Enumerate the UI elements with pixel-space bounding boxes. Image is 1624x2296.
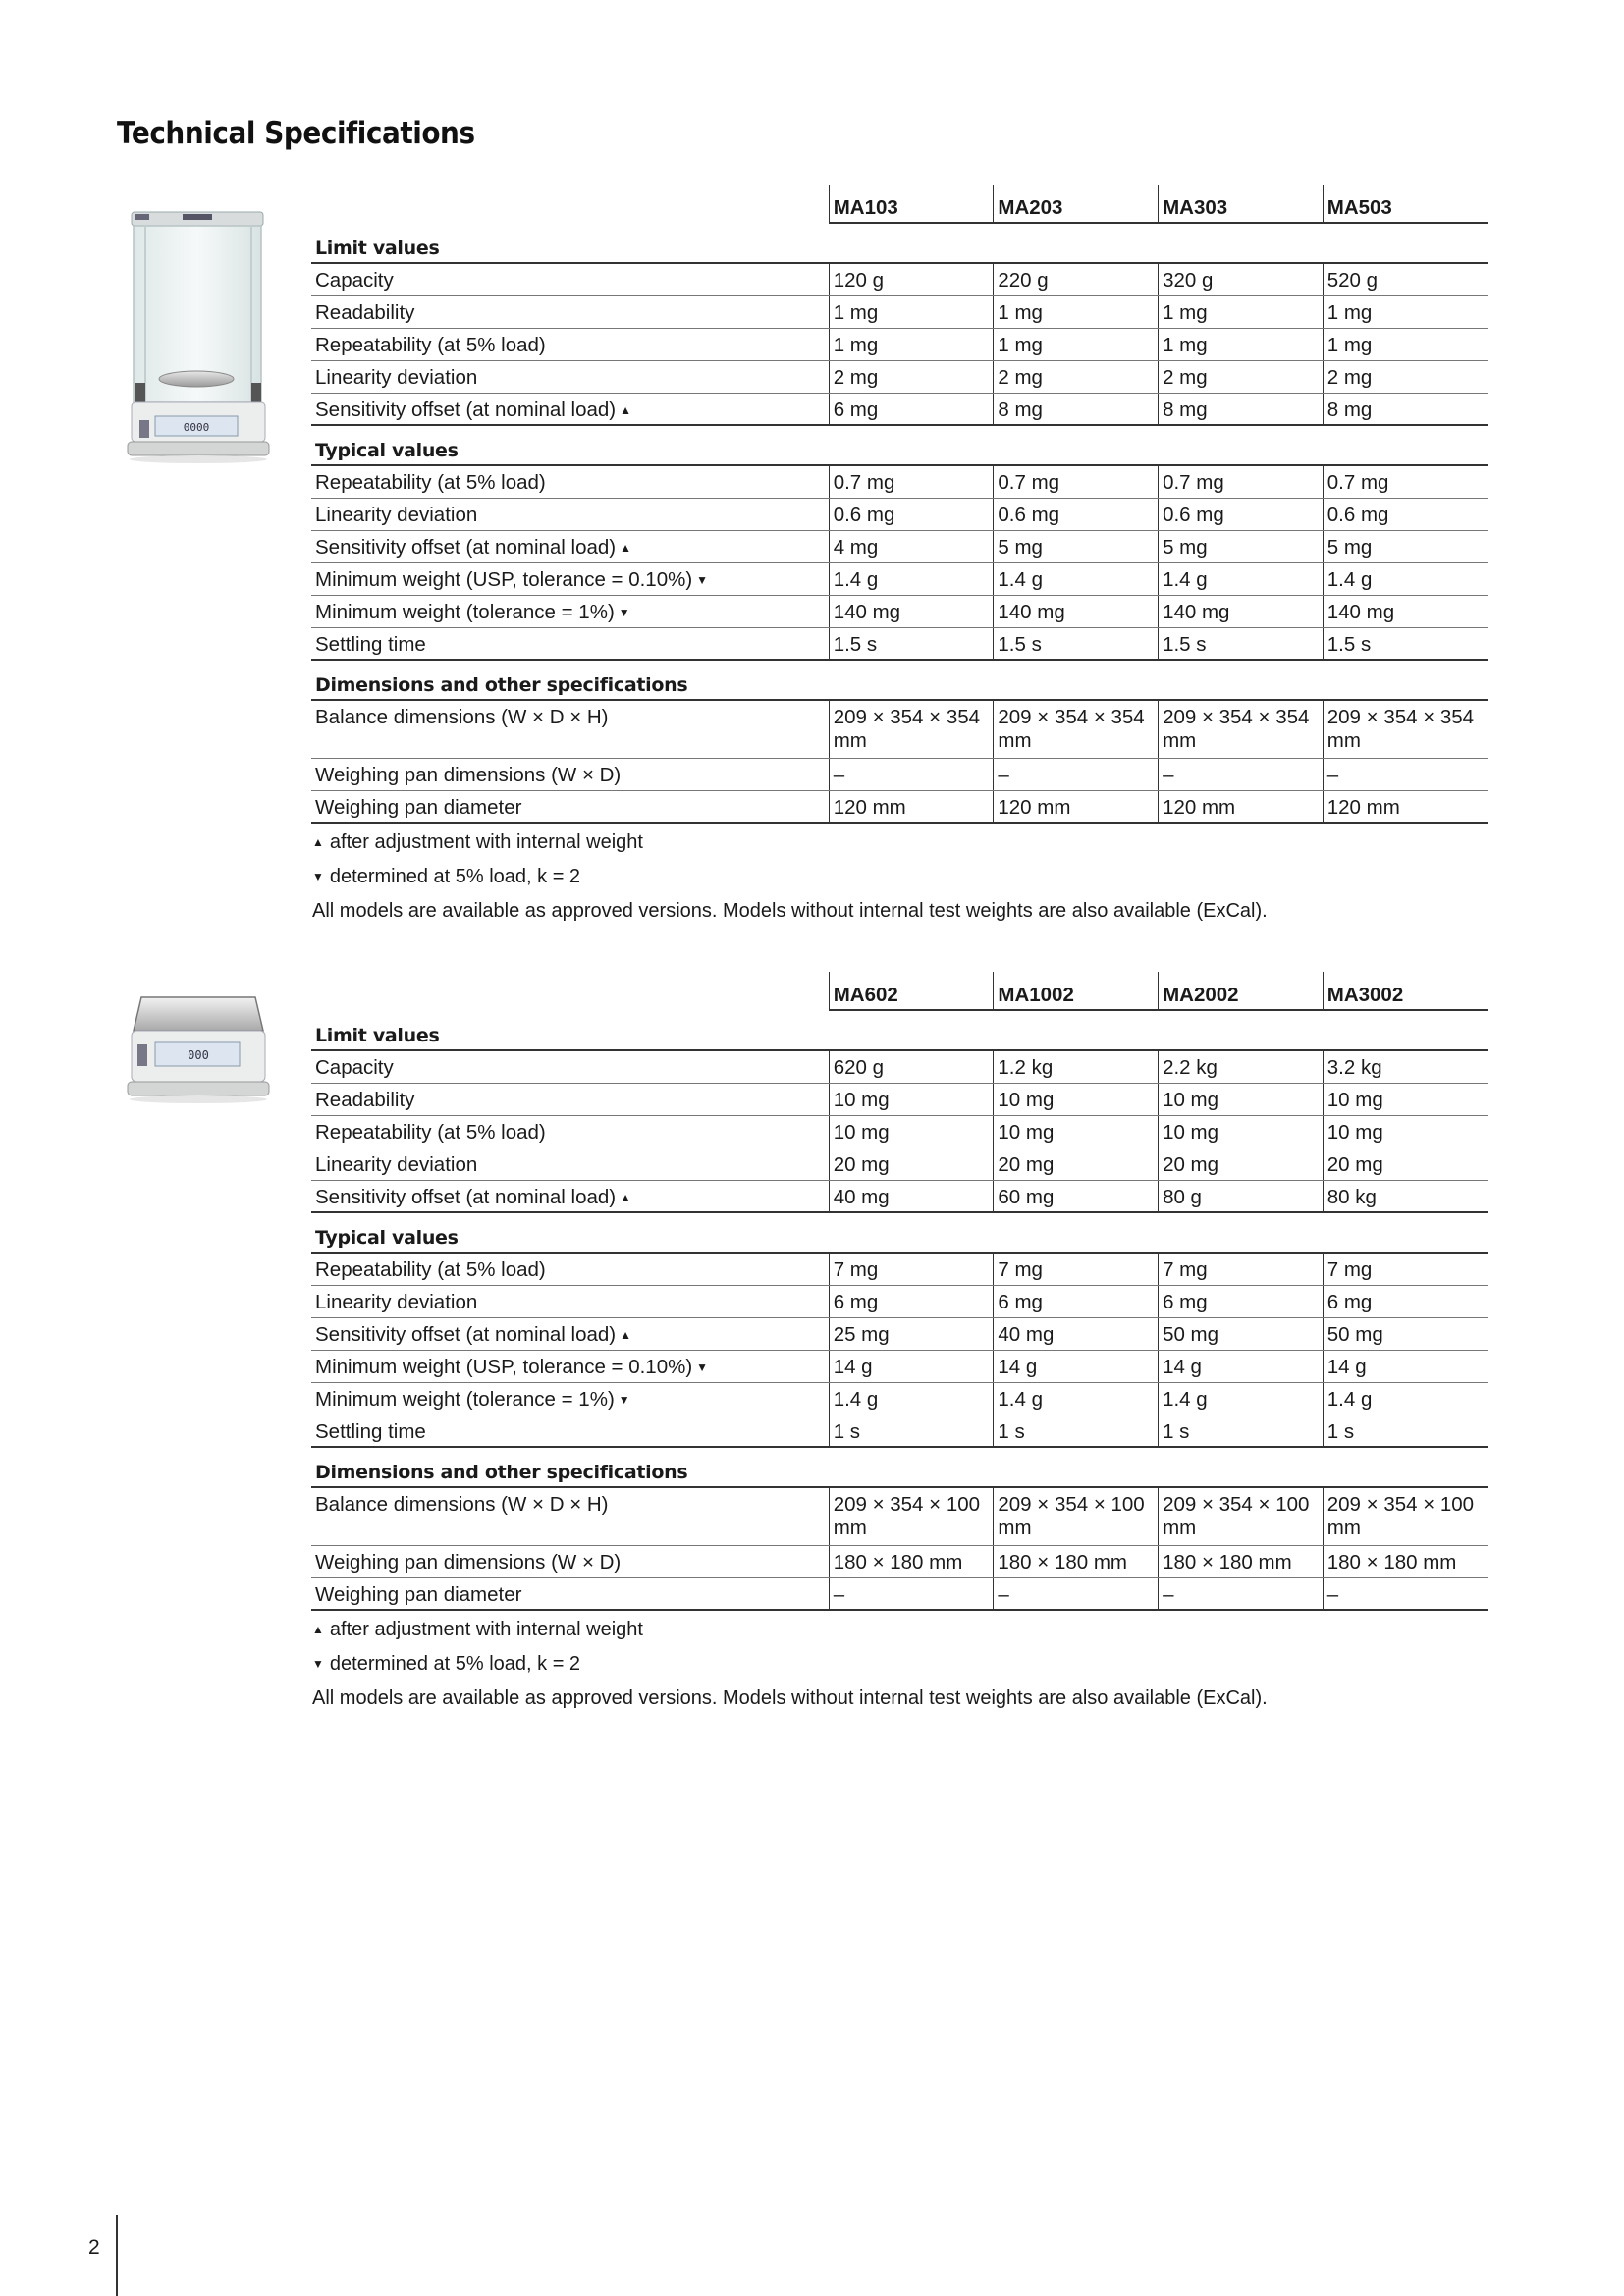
- spec-value: 180 × 180 mm: [1323, 1545, 1488, 1577]
- spec-value: 1 mg: [829, 328, 994, 360]
- spec-value: 209 × 354 × 100 mm: [1323, 1487, 1488, 1545]
- spec-value: –: [1159, 758, 1324, 790]
- spec-label-cell: [311, 465, 829, 498]
- model-name: MA103: [829, 185, 994, 223]
- spec-value: 120 mm: [1323, 790, 1488, 823]
- spec-label: Balance dimensions (W × D × H): [315, 1493, 609, 1516]
- section-blank-cell: [994, 223, 1159, 263]
- spec-value: 1 mg: [1159, 328, 1324, 360]
- spec-value: 25 mg: [829, 1317, 994, 1350]
- spec-label: Minimum weight (tolerance = 1%): [315, 1387, 615, 1411]
- footnote-text: determined at 5% load, k = 2: [329, 1653, 581, 1675]
- spec-value: 1 mg: [994, 295, 1159, 328]
- spec-value: 1.4 g: [1159, 562, 1324, 595]
- spec-value: 40 mg: [994, 1317, 1159, 1350]
- spec-label: Sensitivity offset (at nominal load): [315, 1322, 617, 1346]
- spec-label: Sensitivity offset (at nominal load): [315, 535, 617, 559]
- header-blank-cell: [311, 972, 829, 1010]
- spec-value: 0.7 mg: [829, 465, 994, 498]
- spec-label-cell: [311, 1115, 829, 1148]
- spec-row: [311, 263, 1488, 295]
- model-name: MA1002: [994, 972, 1159, 1010]
- model-name: MA203: [994, 185, 1159, 223]
- spec-row: [311, 562, 1488, 595]
- spec-label-cell: [311, 393, 829, 425]
- triangle-up-icon: ▲: [620, 540, 632, 555]
- spec-value: 209 × 354 × 100 mm: [994, 1487, 1159, 1545]
- spec-label: Settling time: [315, 1419, 426, 1443]
- spec-value: 14 g: [1323, 1350, 1488, 1382]
- spec-value: 620 g: [829, 1050, 994, 1083]
- triangle-up-icon: ▲: [620, 402, 632, 417]
- spec-row: [311, 1148, 1488, 1180]
- spec-row: [311, 595, 1488, 627]
- page-title: Technical Specifications: [117, 116, 475, 151]
- spec-value: 40 mg: [829, 1180, 994, 1212]
- spec-value: 50 mg: [1323, 1317, 1488, 1350]
- model-name: MA3002: [1323, 972, 1488, 1010]
- spec-row: [311, 1285, 1488, 1317]
- spec-value: 209 × 354 × 354 mm: [829, 700, 994, 758]
- spec-value: 8 mg: [1159, 393, 1324, 425]
- balance-display-readout: 0000: [183, 421, 210, 434]
- section-header-row: [311, 425, 1488, 465]
- footnote-up: [312, 1613, 1488, 1647]
- section-blank-cell: [1159, 425, 1324, 465]
- spec-label: Minimum weight (USP, tolerance = 0.10%): [315, 567, 693, 591]
- section-blank-cell: [1159, 1212, 1324, 1253]
- section-blank-cell: [1159, 1010, 1324, 1050]
- spec-value: 120 g: [829, 263, 994, 295]
- footnotes: [311, 1611, 1488, 1716]
- section-blank-cell: [994, 425, 1159, 465]
- spec-label-cell: [311, 1415, 829, 1447]
- spec-value: 14 g: [829, 1350, 994, 1382]
- spec-label: Linearity deviation: [315, 1290, 478, 1313]
- spec-value: 1 mg: [1323, 328, 1488, 360]
- analytical-balance-image: [126, 206, 271, 481]
- triangle-up-icon: ▲: [312, 835, 324, 849]
- spec-value: 1 s: [994, 1415, 1159, 1447]
- triangle-down-icon: ▼: [618, 1392, 630, 1407]
- spec-row: [311, 465, 1488, 498]
- spec-row: [311, 700, 1488, 758]
- triangle-down-icon: ▼: [618, 605, 630, 619]
- spec-label: Repeatability (at 5% load): [315, 471, 546, 494]
- section-blank-cell: [1323, 425, 1488, 465]
- spec-label: Readability: [315, 300, 415, 324]
- footnote-text: determined at 5% load, k = 2: [329, 866, 581, 887]
- spec-row: [311, 1083, 1488, 1115]
- spec-row: [311, 627, 1488, 660]
- spec-label-cell: [311, 1148, 829, 1180]
- spec-row: [311, 1487, 1488, 1545]
- spec-value: 7 mg: [829, 1253, 994, 1285]
- spec-value: 1 s: [829, 1415, 994, 1447]
- spec-value: 209 × 354 × 100 mm: [829, 1487, 994, 1545]
- spec-row: [311, 1050, 1488, 1083]
- page-rule: [116, 2215, 118, 2296]
- section-blank-cell: [994, 1212, 1159, 1253]
- spec-label-cell: [311, 530, 829, 562]
- header-blank-cell: [311, 185, 829, 223]
- spec-label: Repeatability (at 5% load): [315, 333, 546, 356]
- spec-value: 14 g: [994, 1350, 1159, 1382]
- spec-label: Weighing pan diameter: [315, 1582, 522, 1606]
- section-title: Limit values: [311, 1010, 829, 1050]
- spec-label-cell: [311, 1382, 829, 1415]
- spec-row: [311, 1253, 1488, 1285]
- footnote-down: [312, 1647, 1488, 1682]
- section-blank-cell: [1159, 1447, 1324, 1487]
- spec-label-cell: [311, 1050, 829, 1083]
- spec-value: 2 mg: [829, 360, 994, 393]
- spec-label: Weighing pan diameter: [315, 795, 522, 819]
- spec-value: 180 × 180 mm: [1159, 1545, 1324, 1577]
- model-name: MA2002: [1159, 972, 1324, 1010]
- spec-label: Settling time: [315, 632, 426, 656]
- spec-value: –: [829, 758, 994, 790]
- spec-value: 8 mg: [994, 393, 1159, 425]
- footnotes: [311, 824, 1488, 929]
- spec-value: 0.6 mg: [1159, 498, 1324, 530]
- spec-label: Weighing pan dimensions (W × D): [315, 763, 622, 786]
- spec-label-cell: [311, 758, 829, 790]
- model-name: MA602: [829, 972, 994, 1010]
- spec-value: 209 × 354 × 354 mm: [1323, 700, 1488, 758]
- spec-value: 20 mg: [1323, 1148, 1488, 1180]
- section-header-row: [311, 1010, 1488, 1050]
- spec-value: 2 mg: [1159, 360, 1324, 393]
- spec-label-cell: [311, 700, 829, 758]
- spec-row: [311, 498, 1488, 530]
- spec-value: 140 mg: [994, 595, 1159, 627]
- spec-value: 2.2 kg: [1159, 1050, 1324, 1083]
- spec-label: Readability: [315, 1088, 415, 1111]
- spec-value: 4 mg: [829, 530, 994, 562]
- spec-value: 3.2 kg: [1323, 1050, 1488, 1083]
- section-blank-cell: [1323, 223, 1488, 263]
- spec-value: 209 × 354 × 354 mm: [1159, 700, 1324, 758]
- spec-value: 1 mg: [994, 328, 1159, 360]
- section-blank-cell: [1159, 223, 1324, 263]
- spec-value: 20 mg: [1159, 1148, 1324, 1180]
- triangle-down-icon: ▼: [696, 1360, 709, 1374]
- spec-label: Linearity deviation: [315, 1152, 478, 1176]
- spec-value: 180 × 180 mm: [829, 1545, 994, 1577]
- spec-value: 1.5 s: [994, 627, 1159, 660]
- spec-label-cell: [311, 1285, 829, 1317]
- triangle-down-icon: ▼: [312, 1657, 324, 1671]
- precision-balance-image: [126, 988, 271, 1117]
- spec-value: 1 mg: [1159, 295, 1324, 328]
- page-number: 2: [88, 2236, 100, 2259]
- spec-value: 8 mg: [1323, 393, 1488, 425]
- model-name: MA303: [1159, 185, 1324, 223]
- spec-value: 1.5 s: [1323, 627, 1488, 660]
- spec-value: 7 mg: [994, 1253, 1159, 1285]
- spec-value: 520 g: [1323, 263, 1488, 295]
- spec-value: 320 g: [1159, 263, 1324, 295]
- spec-value: 10 mg: [829, 1083, 994, 1115]
- spec-label: Sensitivity offset (at nominal load): [315, 1185, 617, 1208]
- spec-value: 20 mg: [829, 1148, 994, 1180]
- spec-row: [311, 295, 1488, 328]
- section-blank-cell: [829, 223, 994, 263]
- section-title: Dimensions and other specifications: [311, 1447, 829, 1487]
- spec-label-cell: [311, 328, 829, 360]
- spec-value: 1.4 g: [994, 1382, 1159, 1415]
- spec-label-cell: [311, 498, 829, 530]
- spec-value: 10 mg: [1159, 1115, 1324, 1148]
- section-title: Dimensions and other specifications: [311, 660, 829, 700]
- triangle-down-icon: ▼: [312, 870, 324, 883]
- spec-value: 140 mg: [1323, 595, 1488, 627]
- spec-value: 5 mg: [994, 530, 1159, 562]
- spec-value: 1.5 s: [1159, 627, 1324, 660]
- section-blank-cell: [829, 1010, 994, 1050]
- spec-label: Minimum weight (USP, tolerance = 0.10%): [315, 1355, 693, 1378]
- spec-row: [311, 1545, 1488, 1577]
- spec-label-cell: [311, 1253, 829, 1285]
- spec-value: 5 mg: [1159, 530, 1324, 562]
- spec-value: 7 mg: [1159, 1253, 1324, 1285]
- spec-value: 1 mg: [829, 295, 994, 328]
- balance-display-readout: 000: [188, 1048, 209, 1062]
- spec-label-cell: [311, 1317, 829, 1350]
- spec-value: 1.4 g: [1323, 562, 1488, 595]
- spec-value: 120 mm: [994, 790, 1159, 823]
- spec-value: –: [1323, 1577, 1488, 1610]
- spec-value: 2 mg: [1323, 360, 1488, 393]
- spec-value: 50 mg: [1159, 1317, 1324, 1350]
- spec-label-cell: [311, 263, 829, 295]
- triangle-up-icon: ▲: [620, 1327, 632, 1342]
- spec-value: 6 mg: [1159, 1285, 1324, 1317]
- spec-label-cell: [311, 1083, 829, 1115]
- section-blank-cell: [994, 1447, 1159, 1487]
- section-blank-cell: [994, 660, 1159, 700]
- spec-value: 10 mg: [1323, 1083, 1488, 1115]
- spec-label-cell: [311, 595, 829, 627]
- spec-row: [311, 393, 1488, 425]
- spec-value: –: [1159, 1577, 1324, 1610]
- spec-row: [311, 1180, 1488, 1212]
- spec-label-cell: [311, 1545, 829, 1577]
- section-header-row: [311, 660, 1488, 700]
- spec-row: [311, 1382, 1488, 1415]
- spec-label-cell: [311, 360, 829, 393]
- spec-label-cell: [311, 562, 829, 595]
- spec-value: 6 mg: [994, 1285, 1159, 1317]
- spec-value: 1.4 g: [1159, 1382, 1324, 1415]
- section-blank-cell: [1323, 1447, 1488, 1487]
- spec-value: –: [994, 758, 1159, 790]
- availability-note: All models are available as approved versions. Models without internal test weights are also available (ExCal).: [312, 1687, 1268, 1709]
- triangle-down-icon: ▼: [696, 572, 709, 587]
- spec-value: 10 mg: [1159, 1083, 1324, 1115]
- section-blank-cell: [829, 1212, 994, 1253]
- section-header-row: [311, 1447, 1488, 1487]
- spec-label-cell: [311, 790, 829, 823]
- spec-value: 60 mg: [994, 1180, 1159, 1212]
- spec-label: Balance dimensions (W × D × H): [315, 706, 609, 728]
- section-blank-cell: [829, 660, 994, 700]
- footnote-text: after adjustment with internal weight: [329, 1619, 643, 1640]
- spec-row: [311, 758, 1488, 790]
- spec-table: [311, 972, 1488, 1611]
- spec-label: Linearity deviation: [315, 365, 478, 389]
- spec-row: [311, 530, 1488, 562]
- section-header-row: [311, 223, 1488, 263]
- section-title: Typical values: [311, 1212, 829, 1253]
- spec-value: 10 mg: [994, 1115, 1159, 1148]
- spec-value: 1.4 g: [829, 1382, 994, 1415]
- spec-value: 0.6 mg: [829, 498, 994, 530]
- triangle-up-icon: ▲: [620, 1190, 632, 1204]
- spec-table-block-2: [311, 972, 1488, 1716]
- spec-value: –: [1323, 758, 1488, 790]
- footnote-text: after adjustment with internal weight: [329, 831, 643, 853]
- spec-value: 0.7 mg: [1323, 465, 1488, 498]
- section-title: Limit values: [311, 223, 829, 263]
- spec-row: [311, 1115, 1488, 1148]
- spec-value: 0.6 mg: [994, 498, 1159, 530]
- section-blank-cell: [994, 1010, 1159, 1050]
- spec-row: [311, 328, 1488, 360]
- spec-label: Minimum weight (tolerance = 1%): [315, 600, 615, 623]
- spec-value: 140 mg: [1159, 595, 1324, 627]
- spec-value: 7 mg: [1323, 1253, 1488, 1285]
- spec-value: 6 mg: [829, 393, 994, 425]
- spec-value: 1 s: [1159, 1415, 1324, 1447]
- spec-value: 1.4 g: [829, 562, 994, 595]
- spec-value: 5 mg: [1323, 530, 1488, 562]
- spec-label-cell: [311, 1487, 829, 1545]
- spec-label: Repeatability (at 5% load): [315, 1258, 546, 1281]
- spec-value: 0.6 mg: [1323, 498, 1488, 530]
- footnote-up: [312, 826, 1488, 860]
- spec-value: 209 × 354 × 354 mm: [994, 700, 1159, 758]
- spec-value: 1 mg: [1323, 295, 1488, 328]
- spec-value: 0.7 mg: [1159, 465, 1324, 498]
- spec-row: [311, 1350, 1488, 1382]
- spec-value: 80 kg: [1323, 1180, 1488, 1212]
- section-blank-cell: [1159, 660, 1324, 700]
- model-header-row: [311, 185, 1488, 223]
- spec-value: 6 mg: [829, 1285, 994, 1317]
- model-name: MA503: [1323, 185, 1488, 223]
- spec-value: 140 mg: [829, 595, 994, 627]
- spec-value: –: [829, 1577, 994, 1610]
- spec-row: [311, 1577, 1488, 1610]
- model-header-row: [311, 972, 1488, 1010]
- spec-table: [311, 185, 1488, 824]
- section-title: Typical values: [311, 425, 829, 465]
- spec-value: 14 g: [1159, 1350, 1324, 1382]
- footnote-down: [312, 860, 1488, 894]
- spec-label-cell: [311, 1180, 829, 1212]
- spec-label-cell: [311, 1577, 829, 1610]
- section-blank-cell: [1323, 660, 1488, 700]
- spec-value: 1.4 g: [1323, 1382, 1488, 1415]
- spec-value: –: [994, 1577, 1159, 1610]
- spec-label: Weighing pan dimensions (W × D): [315, 1550, 622, 1574]
- spec-label: Repeatability (at 5% load): [315, 1120, 546, 1144]
- spec-row: [311, 360, 1488, 393]
- spec-value: 1.5 s: [829, 627, 994, 660]
- spec-value: 1.2 kg: [994, 1050, 1159, 1083]
- spec-label-cell: [311, 295, 829, 328]
- spec-value: 0.7 mg: [994, 465, 1159, 498]
- spec-row: [311, 790, 1488, 823]
- section-blank-cell: [1323, 1212, 1488, 1253]
- spec-label: Linearity deviation: [315, 503, 478, 526]
- spec-value: 1 s: [1323, 1415, 1488, 1447]
- spec-value: 80 g: [1159, 1180, 1324, 1212]
- spec-value: 2 mg: [994, 360, 1159, 393]
- spec-value: 10 mg: [829, 1115, 994, 1148]
- spec-value: 6 mg: [1323, 1285, 1488, 1317]
- section-blank-cell: [1323, 1010, 1488, 1050]
- spec-label-cell: [311, 1350, 829, 1382]
- spec-label: Capacity: [315, 269, 394, 292]
- spec-label: Sensitivity offset (at nominal load): [315, 398, 617, 421]
- spec-value: 209 × 354 × 100 mm: [1159, 1487, 1324, 1545]
- availability-note: All models are available as approved versions. Models without internal test weights are also available (ExCal).: [312, 900, 1268, 922]
- spec-value: 10 mg: [1323, 1115, 1488, 1148]
- spec-value: 20 mg: [994, 1148, 1159, 1180]
- spec-label-cell: [311, 627, 829, 660]
- spec-label: Capacity: [315, 1056, 394, 1079]
- section-header-row: [311, 1212, 1488, 1253]
- spec-value: 10 mg: [994, 1083, 1159, 1115]
- spec-table-block-1: [311, 185, 1488, 929]
- section-blank-cell: [829, 425, 994, 465]
- spec-row: [311, 1317, 1488, 1350]
- section-blank-cell: [829, 1447, 994, 1487]
- spec-value: 180 × 180 mm: [994, 1545, 1159, 1577]
- spec-row: [311, 1415, 1488, 1447]
- spec-value: 120 mm: [1159, 790, 1324, 823]
- spec-value: 220 g: [994, 263, 1159, 295]
- spec-value: 120 mm: [829, 790, 994, 823]
- spec-value: 1.4 g: [994, 562, 1159, 595]
- triangle-up-icon: ▲: [312, 1623, 324, 1636]
